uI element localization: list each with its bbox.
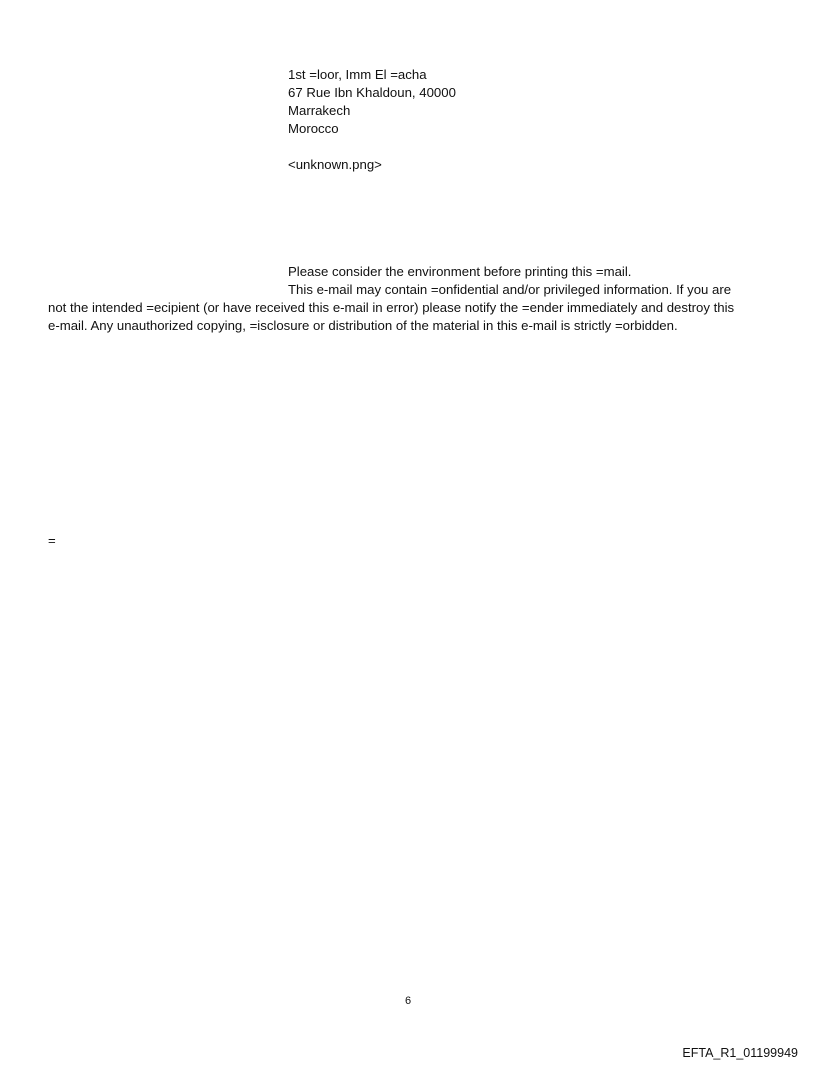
- address-line-country: Morocco: [288, 121, 339, 136]
- stray-equals-mark: =: [48, 533, 56, 548]
- bates-number: EFTA_R1_01199949: [682, 1046, 798, 1060]
- address-line-street: 67 Rue Ibn Khaldoun, 40000: [288, 85, 456, 100]
- attachment-placeholder: <unknown.png>: [288, 157, 382, 172]
- address-line-city: Marrakech: [288, 103, 351, 118]
- address-line-floor: 1st =loor, Imm El =acha: [288, 67, 427, 82]
- page-number: 6: [404, 995, 412, 1007]
- environment-note: Please consider the environment before printing this =mail.: [288, 264, 632, 279]
- disclaimer-line-3: e-mail. Any unauthorized copying, =isclosure or distribution of the material in this e-mail is strictly =orbidden.: [48, 318, 678, 333]
- address-block: [288, 66, 456, 138]
- disclaimer-line-1: This e-mail may contain =onfidential and/or privileged information. If you are: [288, 282, 732, 297]
- disclaimer-line-2: not the intended =ecipient (or have received this e-mail in error) please notify the =ender immediately and destroy this: [48, 300, 735, 315]
